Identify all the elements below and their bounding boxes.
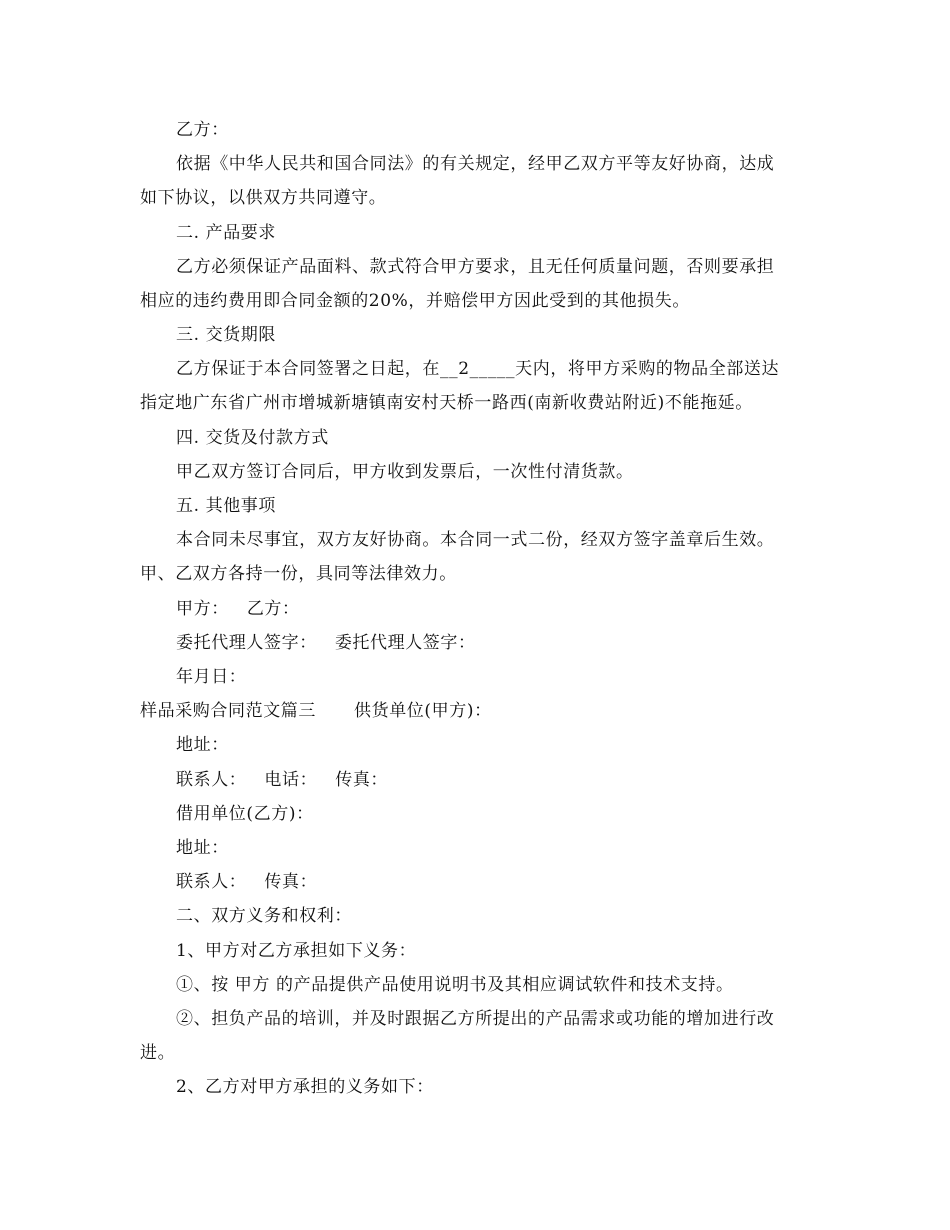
- section-5-line-2: 甲、乙双方各持一份，具同等法律效力。: [140, 564, 457, 584]
- signature-party-b: 乙方：: [246, 599, 300, 619]
- supplier-phone: 电话：: [264, 770, 318, 790]
- intro-paragraph-line-1: 依据《中华人民共和国合同法》的有关规定，经甲乙双方平等友好协商，达成: [176, 154, 775, 174]
- section-4-title: 四. 交货及付款方式: [176, 428, 329, 448]
- section-2-line-2: 相应的违约费用即合同金额的20%，并赔偿甲方因此受到的其他损失。: [140, 291, 690, 311]
- party-b-top-label: 乙方：: [176, 120, 229, 140]
- supplier-address: 地址：: [176, 735, 229, 755]
- article-3-header: [140, 700, 492, 722]
- duty-1-item-2-line-2: 进。: [140, 1043, 176, 1063]
- section-2-title: 二. 产品要求: [176, 223, 277, 243]
- signature-agent-a: 委托代理人签字：: [176, 633, 317, 653]
- borrower-address: 地址：: [176, 838, 229, 858]
- borrower-contact: 联系人：: [176, 872, 247, 892]
- signature-parties-row: [176, 598, 300, 620]
- duty-1-item-2-line-1: ②、担负产品的培训，并及时跟据乙方所提出的产品需求或功能的增加进行改: [176, 1009, 775, 1029]
- section-2-line-1: 乙方必须保证产品面料、款式符合甲方要求，且无任何质量问题，否则要承担: [176, 257, 775, 277]
- signature-agents-row: [176, 632, 476, 654]
- supplier-contact: 联系人：: [176, 770, 247, 790]
- duty-2-title: 2、乙方对甲方承担的义务如下：: [176, 1077, 434, 1097]
- duty-1-item-1: ①、按 甲方 的产品提供产品使用说明书及其相应调试软件和技术支持。: [176, 975, 734, 995]
- supplier-contact-row: [176, 769, 388, 791]
- signature-date: 年月日：: [176, 667, 247, 687]
- section-3-line-2: 指定地广东省广州市增城新塘镇南安村天桥一路西(南新收费站附近)不能拖延。: [140, 393, 753, 413]
- section-5-title: 五. 其他事项: [176, 496, 277, 516]
- section-4-line-1: 甲乙双方签订合同后，甲方收到发票后，一次性付清货款。: [176, 462, 634, 482]
- supplier-label: 供货单位(甲方)：: [354, 701, 492, 721]
- supplier-fax: 传真：: [335, 770, 389, 790]
- borrower-contact-row: [176, 871, 317, 893]
- section-5-line-1: 本合同未尽事宜，双方友好协商。本合同一式二份，经双方签字盖章后生效。: [176, 530, 775, 550]
- section-3-title: 三. 交货期限: [176, 325, 277, 345]
- intro-paragraph-line-2: 如下协议，以供双方共同遵守。: [140, 188, 387, 208]
- section-3-line-1: 乙方保证于本合同签署之日起，在__2_____天内，将甲方采购的物品全部送达: [176, 359, 780, 379]
- duties-title: 二、双方义务和权利：: [176, 906, 352, 926]
- signature-agent-b: 委托代理人签字：: [334, 633, 476, 653]
- borrower-fax: 传真：: [264, 872, 318, 892]
- signature-party-a: 甲方：: [176, 599, 229, 619]
- duty-1-title: 1、甲方对乙方承担如下义务：: [176, 941, 417, 961]
- borrower-label: 借用单位(乙方)：: [176, 804, 314, 824]
- article-3-title: 样品采购合同范文篇三: [140, 701, 316, 721]
